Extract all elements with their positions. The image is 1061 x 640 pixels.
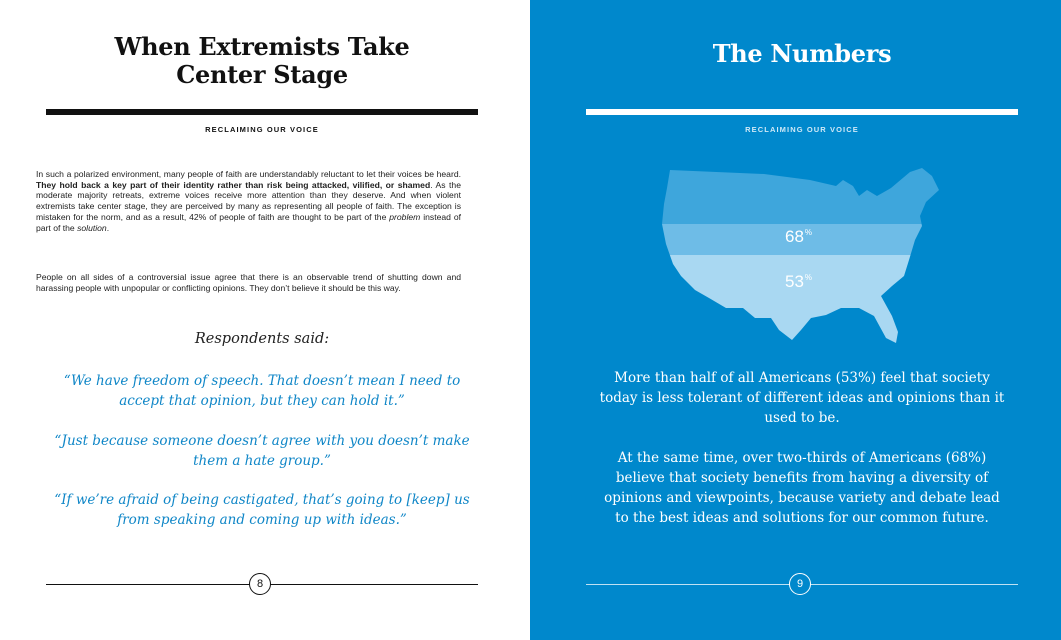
trend-paragraph: People on all sides of a controversial issue agree that there is an observable trend of shutting down and harassing people with unpopular or conflicting opinions. They don’t believe it should be this way. [36, 272, 461, 293]
map-band-bottom [660, 255, 942, 345]
intro-text-2: . As the moderate majority retreats, extreme voices receive more attention than they deserve. And when violent extremists take center stage, they are perceived by many as representing all people of faith. The exception is mistaken for the norm, and as a result, 42% of people of faith are thought to be part of the [36, 179, 461, 222]
right-page [530, 0, 1061, 640]
section-kicker: RECLAIMING OUR VOICE [205, 125, 319, 134]
us-map [660, 168, 942, 345]
page-number: 8 [249, 573, 271, 595]
title-divider [586, 109, 1018, 115]
stat-68-value: 68 [785, 227, 804, 246]
left-page-footer [46, 573, 478, 595]
respondents-heading: Respondents said: [194, 331, 330, 347]
page-number: 9 [789, 573, 811, 595]
quote-3: “If we’re afraid of being castigated, that’s going to [keep] us from speaking and coming up with ideas.” [54, 492, 470, 528]
title-divider [46, 109, 478, 115]
intro-text-4: . [106, 222, 110, 233]
stat-53-unit: % [804, 273, 813, 282]
section-kicker: RECLAIMING OUR VOICE [745, 125, 859, 134]
left-title-line2: Center Stage [176, 60, 348, 89]
left-page [0, 0, 530, 640]
quote-1: “We have freedom of speech. That doesn’t mean I need to accept that opinion, but they can hold it.” [63, 373, 461, 409]
intro-text-3: instead of part of the [36, 211, 461, 233]
intro-emphasis-solution: solution [77, 222, 107, 233]
intro-text-1: In such a polarized environment, many people of faith are understandably reluctant to let their voices be heard. [36, 169, 461, 179]
left-page-title [46, 33, 478, 89]
left-title-line1: When Extremists Take [114, 32, 410, 61]
stat-68-unit: % [804, 228, 813, 237]
right-page-footer [586, 573, 1018, 595]
intro-bold-text: They hold back a key part of their identity rather than risk being attacked, vilified, or shamed [36, 179, 431, 190]
right-page-title: The Numbers [712, 39, 892, 68]
diversity-paragraph: At the same time, over two-thirds of Americans (68%) believe that society benefits from having a diversity of opinions and viewpoints, because variety and debate lead to the best ideas and solutions for our common future. [604, 450, 1000, 526]
intro-paragraph [36, 169, 461, 233]
quote-2: “Just because someone doesn’t agree with you doesn’t make them a hate group.” [54, 433, 470, 469]
stat-68-label [785, 227, 812, 247]
map-band-top [660, 168, 942, 224]
stat-53-label [785, 272, 812, 292]
intro-emphasis-problem: problem [389, 211, 421, 222]
stat-53-value: 53 [785, 272, 804, 291]
tolerance-paragraph: More than half of all Americans (53%) feel that society today is less tolerant of different ideas and opinions than it used to be. [599, 370, 1005, 426]
